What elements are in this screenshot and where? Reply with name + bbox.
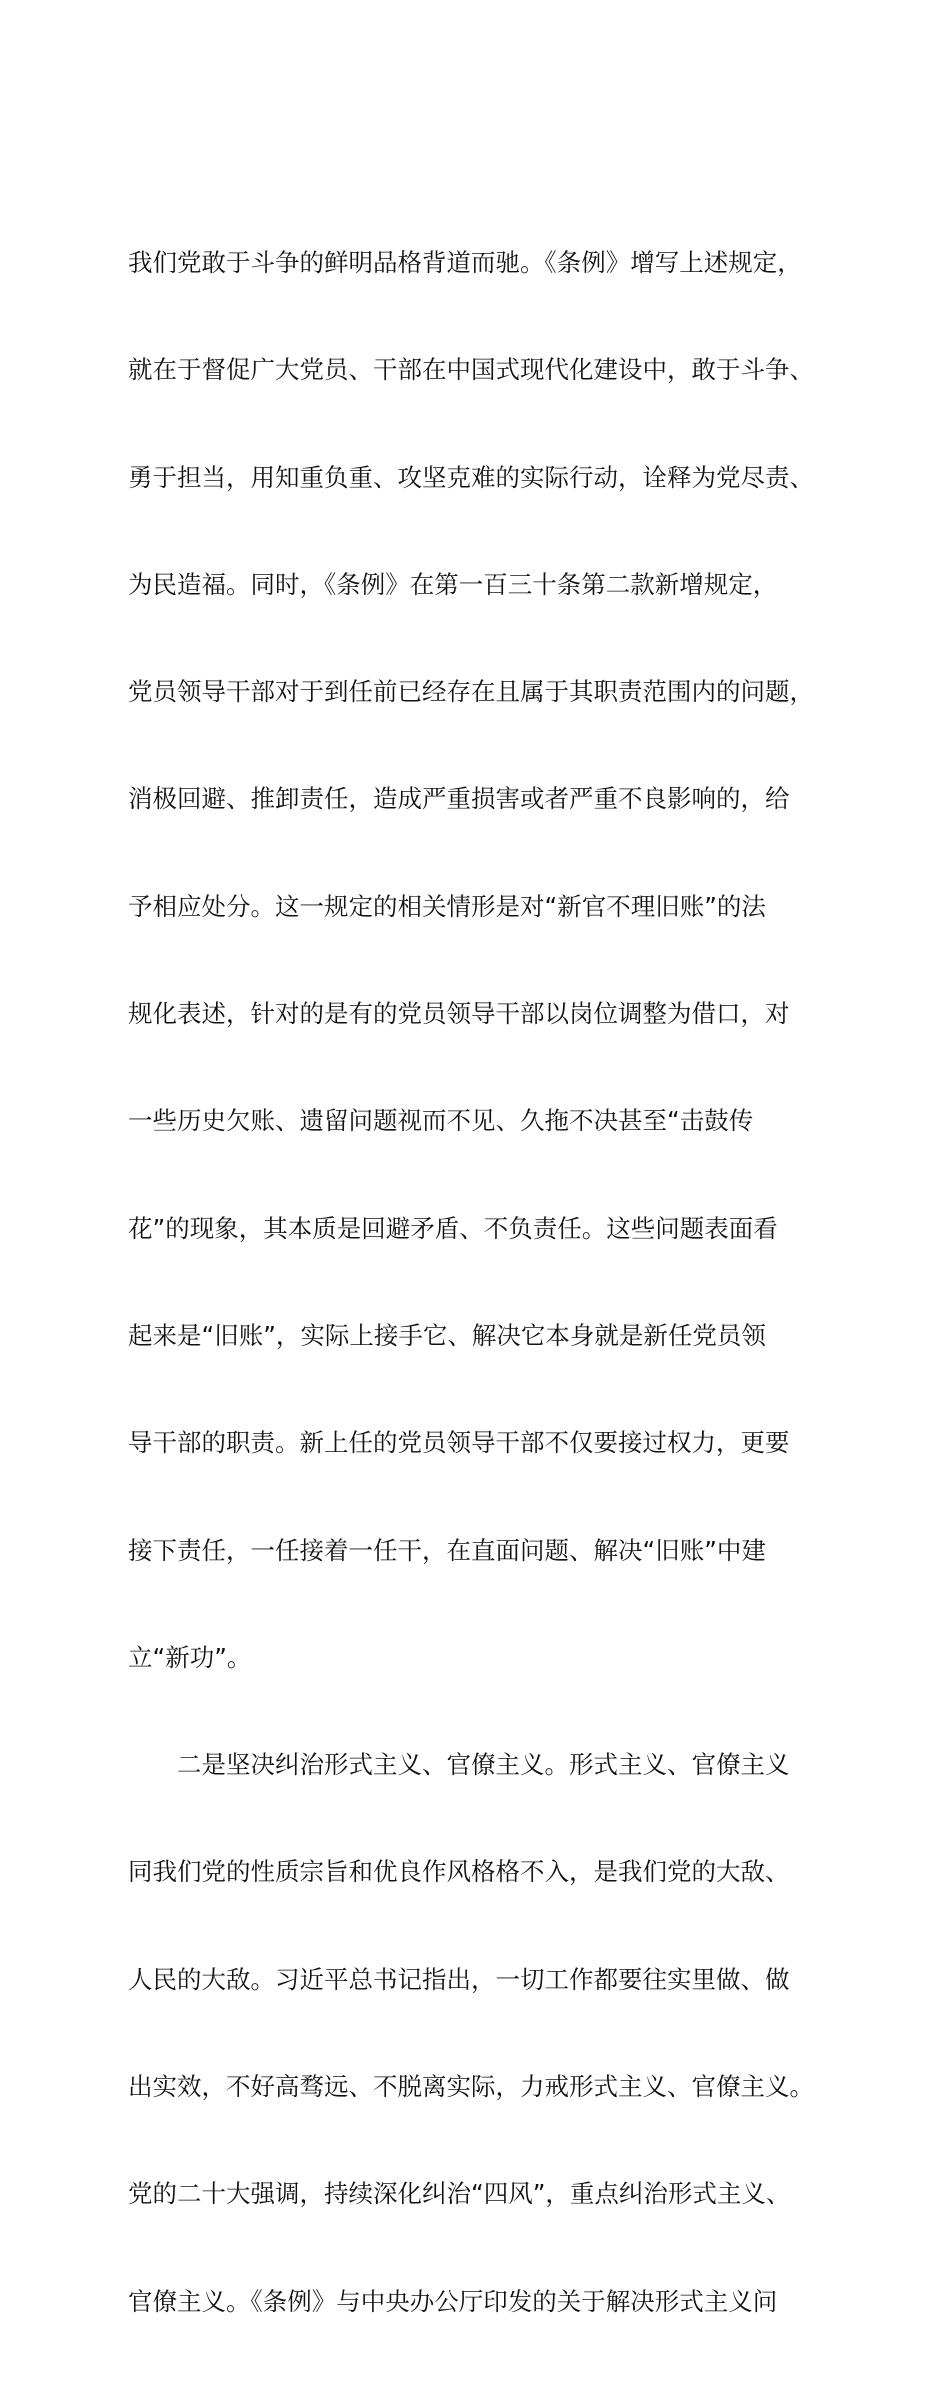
text-line: 立“新功”。 [128, 1642, 252, 1672]
text-line: 我们党敢于斗争的鲜明品格背道而驰。《条例》增写上述规定， [128, 248, 802, 277]
text-line: 党员领导干部对于到任前已经存在且属于其职责范围内的问题， [128, 677, 814, 707]
text-line: 官僚主义。《条例》与中央办公厅印发的关于解决形式主义问 [128, 2286, 778, 2316]
text-line: 导干部的职责。新上任的党员领导干部不仅要接过权力，更要 [128, 1428, 790, 1458]
paragraph-start-line: 二是坚决纠治形式主义、官僚主义。形式主义、官僚主义 [128, 1750, 790, 1780]
text-line: 起来是“旧账”，实际上接手它、解决它本身就是新任党员领 [128, 1320, 766, 1350]
text-line: 就在于督促广大党员、干部在中国式现代化建设中，敢于斗争、 [128, 355, 814, 385]
text-line: 消极回避、推卸责任，造成严重损害或者严重不良影响的，给 [128, 784, 790, 814]
text-line: 予相应处分。这一规定的相关情形是对“新官不理旧账”的法 [128, 891, 766, 921]
body-text [128, 180, 848, 2384]
text-line: 勇于担当，用知重负重、攻坚克难的实际行动，诠释为党尽责、 [128, 462, 814, 492]
text-line: 同我们党的性质宗旨和优良作风格格不入，是我们党的大敌、 [128, 1857, 790, 1887]
text-line: 一些历史欠账、遗留问题视而不见、久拖不决甚至“击鼓传 [128, 1106, 754, 1136]
text-line: 为民造福。同时，《条例》在第一百三十条第二款新增规定， [128, 569, 778, 599]
text-line: 接下责任，一任接着一任干，在直面问题、解决“旧账”中建 [128, 1535, 766, 1565]
text-line: 出实效，不好高骛远、不脱离实际，力戒形式主义、官僚主义。 [128, 2072, 814, 2102]
text-line: 党的二十大强调，持续深化纠治“四风”，重点纠治形式主义、 [128, 2179, 791, 2209]
text-line: 人民的大敌。习近平总书记指出，一切工作都要往实里做、做 [128, 1964, 790, 1994]
text-line: 花”的现象，其本质是回避矛盾、不负责任。这些问题表面看 [128, 1213, 778, 1243]
text-line: 规化表述，针对的是有的党员领导干部以岗位调整为借口，对 [128, 999, 790, 1029]
